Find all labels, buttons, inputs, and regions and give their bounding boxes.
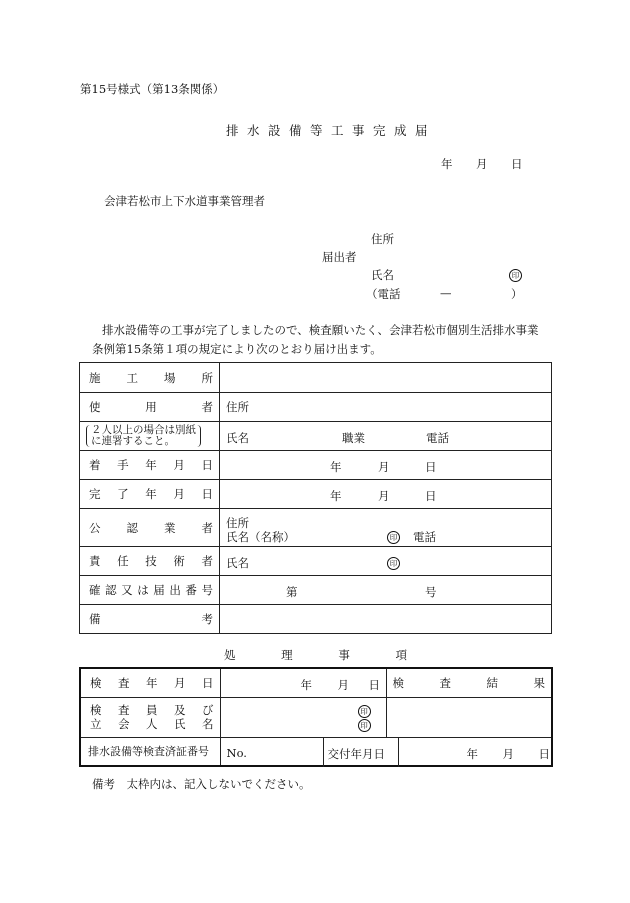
user-job-label: 職業 — [342, 431, 365, 445]
user-address-label: 住所 — [226, 400, 249, 414]
contractor-name-label: 氏名（名称） — [226, 530, 295, 544]
engineer-cell[interactable] — [220, 547, 552, 576]
engineer-label: 責任技術者 — [80, 547, 220, 576]
user-label: 使用者 — [80, 393, 220, 422]
date-year: 年 — [441, 157, 453, 171]
processing-heading-char: 理 — [281, 648, 293, 662]
start-date-value[interactable]: 年 月 日 — [220, 451, 552, 480]
inspect-result-value[interactable] — [386, 697, 552, 737]
remarks-value[interactable] — [220, 605, 552, 634]
user-name-label: 氏名 — [226, 431, 249, 445]
end-date-value[interactable]: 年 月 日 — [220, 480, 552, 509]
inspect-result-label: 検査結果 — [386, 668, 552, 697]
user-phone-label: 電話 — [426, 431, 449, 445]
engineer-seal-icon: 印 — [387, 555, 400, 570]
processing-table — [79, 667, 553, 767]
form-number: 第15号様式（第13条関係） — [80, 82, 225, 96]
contractor-cell[interactable] — [220, 509, 552, 547]
contractor-phone-label: 電話 — [413, 530, 436, 544]
inspect-date-value[interactable]: 年 月 日 — [220, 668, 386, 697]
inspector-label: 検査員及び 立会人氏名 — [80, 697, 220, 737]
cert-no-prefix: No. — [226, 745, 247, 760]
applicant-phone-dash: — — [440, 286, 452, 300]
issue-date-label: 交付年月日 — [327, 746, 385, 761]
processing-heading-char: 項 — [395, 648, 407, 662]
confirm-no-cell[interactable]: 第 号 — [220, 576, 552, 605]
intro-line-2: 条例第15条第１項の規定により次のとおり届け出ます。 — [92, 342, 382, 356]
end-date-label: 完了年月日 — [80, 480, 220, 509]
document-title: 排水設備等工事完成届 — [226, 123, 437, 138]
inspect-date-label: 検査年月日 — [80, 668, 220, 697]
inspector-cell[interactable] — [220, 697, 386, 737]
start-date-label: 着手年月日 — [80, 451, 220, 480]
cert-no-cell[interactable]: No. 交付年月日 年 月 日 — [220, 737, 552, 766]
remarks-label: 備考 — [80, 605, 220, 634]
applicant-name-label: 氏名 — [371, 268, 394, 282]
user-note: ２人以上の場合は別紙 に連署すること。 — [80, 422, 220, 451]
user-address-cell[interactable] — [220, 393, 552, 422]
contractor-address-label: 住所 — [226, 516, 249, 530]
completion-table — [79, 362, 552, 634]
date-day: 日 — [511, 157, 523, 171]
confirm-no-label: 確認又は届出番号 — [80, 576, 220, 605]
user-detail-cell[interactable] — [220, 422, 552, 451]
applicant-phone-close: ） — [511, 287, 523, 301]
processing-heading — [224, 647, 407, 663]
applicant-address-label: 住所 — [371, 232, 394, 246]
footnote: 備考 太枠内は、記入しないでください。 — [92, 777, 311, 791]
applicant-role-label: 届出者 — [322, 250, 357, 264]
inspector-seal-icon: 印 — [358, 704, 371, 719]
processing-heading-char: 事 — [338, 648, 350, 662]
cert-no-label: 排水設備等検査済証番号 — [80, 737, 220, 766]
processing-heading-char: 処 — [224, 648, 236, 662]
intro-line-1: 排水設備等の工事が完了しましたので、検査願いたく、会津若松市個別生活排水事業 — [102, 323, 539, 337]
contractor-label: 公認業者 — [80, 509, 220, 547]
addressee: 会津若松市上下水道事業管理者 — [104, 194, 265, 208]
seal-icon: 印 — [509, 267, 522, 282]
witness-seal-icon: 印 — [358, 718, 371, 733]
applicant-phone-open: （電話 — [366, 287, 401, 301]
contractor-seal-icon: 印 — [387, 529, 400, 544]
site-label: 施工場所 — [80, 363, 220, 393]
site-value[interactable] — [220, 363, 552, 393]
date-month: 月 — [476, 157, 488, 171]
engineer-name-label: 氏名 — [226, 556, 249, 570]
